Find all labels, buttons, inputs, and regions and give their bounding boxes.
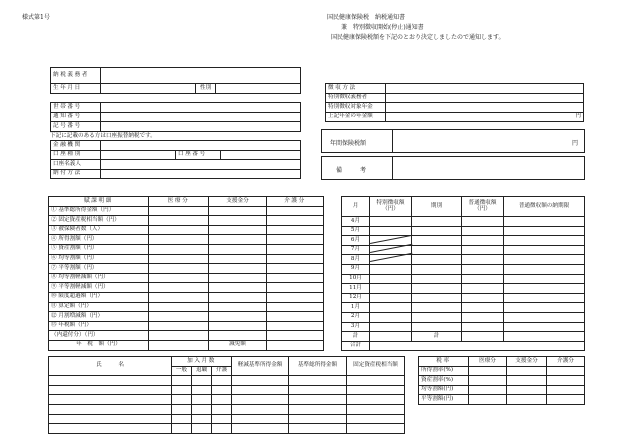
payment-method-label: 納付方法 [51, 169, 101, 179]
asset-tax-header: 固定資産税相当額 [347, 357, 405, 376]
calc-row-label: ⑧ 均等割軽減額（円） [49, 273, 149, 283]
form-statement: 国民健康保険税額を下記のとおり決定しましたので通知します。 [331, 34, 505, 41]
month-cell: 12月 [342, 293, 370, 303]
month-cell: 10月 [342, 274, 370, 284]
rate-table [418, 356, 585, 405]
month-cell: 2月 [342, 312, 370, 322]
rate-row-label: 所得割率(%) [419, 366, 469, 376]
month-table [341, 196, 585, 351]
month-cell: 9月 [342, 264, 370, 274]
calc-row-label: ④ 所得割額（円） [49, 235, 149, 245]
code-label: 記号番号 [51, 122, 101, 132]
grand-total-label: 合計 [342, 341, 370, 351]
calc-row-label: ⑦ 平等割額（円） [49, 264, 149, 274]
rate-row-label: 均等割額(円) [419, 385, 469, 395]
rate-care-header: 介護分 [547, 357, 585, 367]
calc-row-label: ⑤ 資産割額（円） [49, 244, 149, 254]
month-cell: 6月 [342, 236, 370, 246]
calc-table [48, 196, 324, 351]
taxpayer-table [50, 67, 301, 94]
notice-label: 通知番号 [51, 112, 101, 122]
month-cell: 11月 [342, 284, 370, 294]
form-title: 国民健康保険税 納税通知書 [327, 14, 406, 21]
collection-method-label: 徴収方法 [326, 84, 386, 94]
form-number: 様式第1号 [22, 14, 50, 21]
calc-row-label: ⑪ 算定額（円） [49, 302, 149, 312]
calc-row-label: ③ 被保険者数（人） [49, 225, 149, 235]
remarks-box [321, 156, 585, 180]
special-payer-label: 特別徴収義務者 [326, 93, 386, 103]
calc-row-label: ⑨ 平等割軽減額（円） [49, 283, 149, 293]
calc-row-label: ① 基準総所得金額（円） [49, 206, 149, 216]
month-cell: 7月 [342, 245, 370, 255]
rate-header: 税率 [419, 357, 469, 367]
holder-label: 口座名義人 [51, 160, 101, 170]
month-cell: 4月 [342, 217, 370, 227]
calc-row-label: ⑬ 年税額（円） [49, 321, 149, 331]
enroll-general-header: 一般 [172, 366, 192, 376]
enrollment-months-header: 加入月数 [172, 357, 232, 367]
collection-table [325, 83, 584, 122]
due-date-header: 普通徴収額の納期限 [504, 197, 585, 217]
calc-row-label: ⑥ 均等割額（円） [49, 254, 149, 264]
householder-label: 世帯番号 [51, 103, 101, 113]
special-collection-header: 特別徴収額（円） [370, 197, 412, 217]
month-header: 月 [342, 197, 370, 217]
rate-row-label: 資産割率(%) [419, 376, 469, 386]
period-header: 期別 [412, 197, 462, 217]
month-total-label: 計 [342, 332, 370, 342]
calc-row-label: ⑫ 月割増減額（円） [49, 312, 149, 322]
form-subtitle: 兼 特別徴収開始(停止)通知書 [341, 24, 424, 31]
bank-note: 下記に記載のある方は口座振替納税です。 [50, 133, 156, 139]
pension-label: 特別徴収対象年金 [326, 103, 386, 113]
calc-header-medical: 医療分 [149, 197, 209, 207]
exemption-label: 減免額 [209, 340, 267, 350]
bank-table [50, 140, 301, 179]
calc-header-detail: 賦課明細 [49, 197, 149, 207]
reduction-income-header: 軽減基準所得金額 [232, 357, 289, 376]
account-no-label: 口座番号 [176, 150, 221, 160]
rate-row-label: 平等割額(円) [419, 395, 469, 405]
rate-support-header: 支援金分 [507, 357, 547, 367]
remarks-label: 備 考 [336, 167, 367, 174]
enroll-retired-header: 退職 [192, 366, 212, 376]
normal-collection-header: 普通徴収額（円） [462, 197, 504, 217]
sex-label: 性別 [196, 84, 216, 94]
calc-row-label: ⑩ 限度超過額（円） [49, 292, 149, 302]
annual-total-label: 年 税 額（円） [49, 340, 149, 350]
annual-tax-box [321, 129, 585, 153]
annual-tax-label: 年間保険税額 [330, 140, 367, 147]
pension-yen: 円 [386, 112, 584, 122]
calc-row-label: （内還付分）（円） [49, 331, 149, 341]
period-total-label: 計 [412, 332, 462, 342]
rate-medical-header: 医療分 [469, 357, 507, 367]
taxpayer-label: 納税義務者 [51, 68, 101, 84]
birth-label: 生年月日 [51, 84, 101, 94]
calc-header-support: 支援金分 [209, 197, 267, 207]
annual-tax-yen: 円 [571, 140, 578, 147]
member-name-header: 氏 名 [49, 357, 172, 376]
members-table [48, 356, 405, 434]
month-cell: 8月 [342, 255, 370, 265]
month-cell: 5月 [342, 226, 370, 236]
pension-amount-label: 上記年金の年金額 [326, 112, 386, 122]
month-cell: 3月 [342, 322, 370, 332]
month-cell: 1月 [342, 303, 370, 313]
calc-header-care: 介護分 [267, 197, 324, 207]
numbers-table [50, 102, 301, 132]
calc-row-label: ② 固定資産税相当額（円） [49, 216, 149, 226]
account-type-label: 口座種別 [51, 150, 101, 160]
enroll-care-header: 介護 [212, 366, 232, 376]
institution-label: 金融機関 [51, 141, 101, 151]
base-income-header: 基準総所得金額 [289, 357, 347, 376]
